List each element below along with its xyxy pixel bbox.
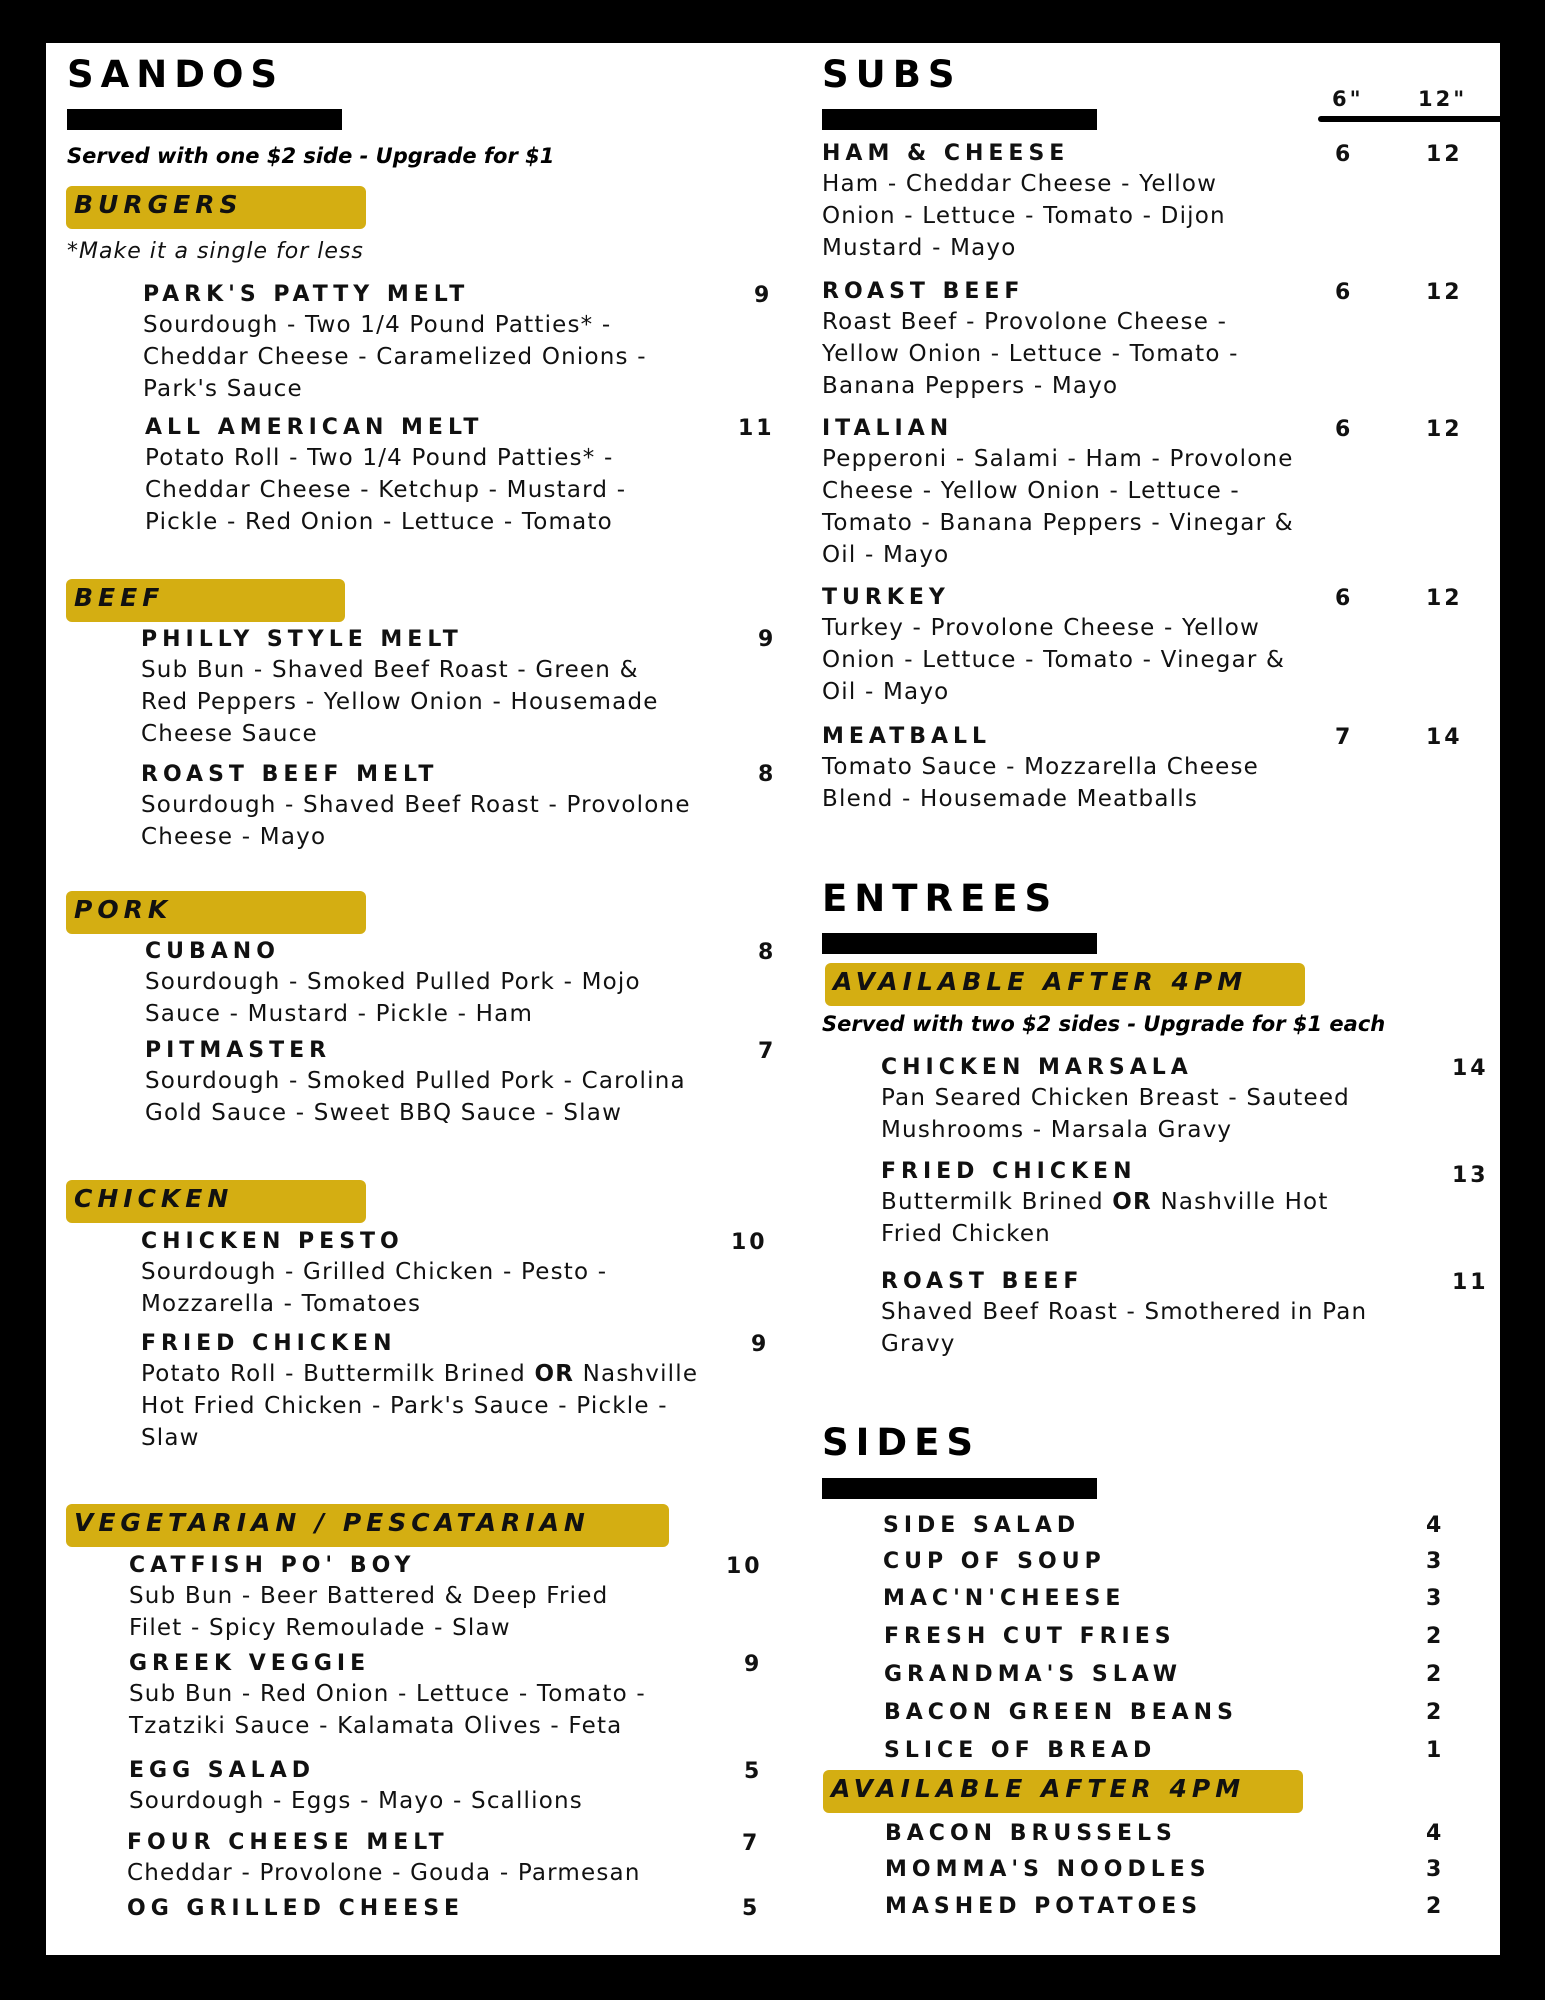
- side-item-price: 3: [1426, 1857, 1445, 1882]
- sub-price-12: 12: [1426, 280, 1463, 305]
- item-name: FRIED CHICKEN: [881, 1159, 1137, 1184]
- beef-heading-label: BEEF: [74, 583, 165, 612]
- sub-item-turkey: [822, 583, 1302, 708]
- veg-heading: [66, 1504, 669, 1547]
- menu-page: [46, 43, 1500, 1955]
- side-item-price: 2: [1426, 1700, 1445, 1725]
- sides-title: SIDES: [822, 1421, 981, 1464]
- sides-available-after-4pm: [823, 1770, 1303, 1813]
- item-price: 9: [758, 627, 777, 652]
- sub-item-meatball: [822, 722, 1312, 815]
- sub-price-12: 14: [1426, 725, 1463, 750]
- menu-item-pitmaster: [145, 1036, 725, 1129]
- menu-item-fried-chicken-sando: [141, 1329, 701, 1454]
- sub-price-6: 6: [1335, 417, 1354, 442]
- side-item-name: SLICE OF BREAD: [884, 1738, 1157, 1763]
- item-description: Sourdough - Eggs - Mayo - Scallions: [129, 1788, 583, 1814]
- item-name: FOUR CHEESE MELT: [127, 1830, 449, 1855]
- available-label: AVAILABLE AFTER 4PM: [833, 967, 1248, 996]
- item-price: 11: [1452, 1270, 1489, 1295]
- item-description: Sourdough - Two 1/4 Pound Patties* - Cheddar Cheese - Caramelized Onions - Park's Sauce: [143, 312, 647, 402]
- menu-item-greek-veggie: [129, 1649, 649, 1742]
- menu-item-cubano: [145, 937, 685, 1030]
- item-price: 9: [754, 283, 773, 308]
- item-description: Roast Beef - Provolone Cheese - Yellow Onion - Lettuce - Tomato - Banana Peppers - Mayo: [822, 309, 1239, 399]
- desc-part: Nashville Hot Fried Chicken: [881, 1189, 1329, 1247]
- sub-item-roast-beef: [822, 277, 1282, 402]
- item-price: 13: [1452, 1163, 1489, 1188]
- side-item-name: GRANDMA'S SLAW: [884, 1662, 1183, 1687]
- pork-heading: [66, 891, 366, 934]
- side-item-price: 2: [1426, 1624, 1445, 1649]
- side-item-name: FRESH CUT FRIES: [884, 1624, 1176, 1649]
- item-name: GREEK VEGGIE: [129, 1651, 371, 1676]
- sub-item-italian: [822, 414, 1322, 571]
- item-name: CATFISH PO' BOY: [129, 1553, 416, 1578]
- sub-price-6: 7: [1335, 725, 1354, 750]
- item-description: Sourdough - Shaved Beef Roast - Provolone Cheese - Mayo: [141, 792, 691, 850]
- side-item-name: MASHED POTATOES: [885, 1894, 1203, 1919]
- item-name: HAM & CHEESE: [822, 141, 1070, 166]
- menu-item-og-grilled-cheese: [127, 1894, 647, 1923]
- desc-part: Nashville Hot Fried Chicken - Park's Sauce - Pickle - Slaw: [141, 1361, 699, 1451]
- item-name: CHICKEN MARSALA: [881, 1055, 1193, 1080]
- item-name: ROAST BEEF MELT: [141, 762, 439, 787]
- side-item-price: 4: [1426, 1821, 1445, 1846]
- item-description: Turkey - Provolone Cheese - Yellow Onion - Lettuce - Tomato - Vinegar & Oil - Mayo: [822, 615, 1286, 705]
- beef-heading: [66, 579, 345, 622]
- entree-item-fried-chicken: [881, 1157, 1361, 1250]
- side-item-price: 3: [1426, 1586, 1445, 1611]
- entrees-title: ENTREES: [822, 877, 1059, 920]
- side-item-name: CUP OF SOUP: [883, 1549, 1106, 1574]
- item-description: Sub Bun - Shaved Beef Roast - Green & Red Peppers - Yellow Onion - Housemade Cheese Sauce: [141, 657, 659, 747]
- item-name: PHILLY STYLE MELT: [141, 627, 463, 652]
- menu-item-parks-patty-melt: [143, 280, 663, 405]
- item-price: 8: [758, 940, 777, 965]
- size-header-underline: [1318, 116, 1500, 122]
- menu-item-philly-style-melt: [141, 625, 661, 750]
- side-item-name: MAC'N'CHEESE: [883, 1586, 1126, 1611]
- item-description: Ham - Cheddar Cheese - Yellow Onion - Lettuce - Tomato - Dijon Mustard - Mayo: [822, 171, 1226, 261]
- item-price: 8: [758, 762, 777, 787]
- item-name: PARK'S PATTY MELT: [143, 282, 470, 307]
- sub-price-6: 6: [1335, 586, 1354, 611]
- item-description: Sub Bun - Beer Battered & Deep Fried Filet - Spicy Remoulade - Slaw: [129, 1583, 609, 1641]
- size-6-inch-header: 6": [1332, 87, 1364, 111]
- sub-price-12: 12: [1426, 586, 1463, 611]
- item-price: 9: [744, 1652, 763, 1677]
- item-price: 5: [742, 1896, 761, 1921]
- item-name: ROAST BEEF: [822, 279, 1025, 304]
- side-item-price: 2: [1426, 1894, 1445, 1919]
- pork-heading-label: PORK: [74, 895, 173, 924]
- side-item-name: BACON BRUSSELS: [885, 1821, 1177, 1846]
- menu-item-chicken-pesto: [141, 1227, 661, 1320]
- side-item-name: BACON GREEN BEANS: [884, 1700, 1238, 1725]
- desc-or: OR: [534, 1361, 575, 1387]
- menu-item-catfish-po-boy: [129, 1551, 649, 1644]
- item-price: 9: [751, 1332, 770, 1357]
- side-item-price: 2: [1426, 1662, 1445, 1687]
- item-name: CHICKEN PESTO: [141, 1229, 404, 1254]
- side-item-price: 1: [1426, 1738, 1445, 1763]
- item-price: 7: [742, 1831, 761, 1856]
- item-name: PITMASTER: [145, 1038, 332, 1063]
- side-item-name: SIDE SALAD: [883, 1513, 1081, 1538]
- entree-item-chicken-marsala: [881, 1053, 1381, 1146]
- entrees-available-after-4pm: [825, 963, 1305, 1006]
- item-name: OG GRILLED CHEESE: [127, 1896, 465, 1921]
- sub-item-ham-cheese: [822, 139, 1282, 264]
- side-item-name: MOMMA'S NOODLES: [885, 1857, 1211, 1882]
- item-name: CUBANO: [145, 939, 280, 964]
- side-item-price: 3: [1426, 1549, 1445, 1574]
- desc-part: Buttermilk Brined: [881, 1189, 1113, 1215]
- item-name: EGG SALAD: [129, 1758, 315, 1783]
- item-name: FRIED CHICKEN: [141, 1331, 397, 1356]
- sides-title-bar: [822, 1478, 1097, 1499]
- entrees-tagline: Served with two $2 sides - Upgrade for $1 each: [822, 1012, 1386, 1036]
- subs-title: SUBS: [822, 53, 962, 96]
- side-item-price: 4: [1426, 1513, 1445, 1538]
- menu-item-all-american-melt: [145, 413, 665, 538]
- subs-title-bar: [822, 109, 1097, 130]
- burgers-heading: [66, 186, 366, 229]
- menu-item-four-cheese-melt: [127, 1828, 687, 1889]
- sandos-tagline: Served with one $2 side - Upgrade for $1: [67, 144, 555, 168]
- item-name: MEATBALL: [822, 724, 992, 749]
- item-price: 14: [1452, 1056, 1489, 1081]
- sandos-title: SANDOS: [67, 53, 285, 96]
- sub-price-12: 12: [1426, 417, 1463, 442]
- item-name: ROAST BEEF: [881, 1269, 1084, 1294]
- item-description: Potato Roll - Two 1/4 Pound Patties* - Cheddar Cheese - Ketchup - Mustard - Pickle - Red Onion - Lettuce - Tomato: [145, 445, 627, 535]
- sub-price-6: 6: [1335, 280, 1354, 305]
- size-12-inch-header: 12": [1418, 87, 1468, 111]
- entree-item-roast-beef: [881, 1267, 1401, 1360]
- item-description: Tomato Sauce - Mozzarella Cheese Blend - Housemade Meatballs: [822, 754, 1260, 812]
- item-price: 7: [758, 1039, 777, 1064]
- desc-part: Potato Roll - Buttermilk Brined: [141, 1361, 535, 1387]
- sandos-title-bar: [67, 109, 342, 130]
- item-description: Sourdough - Smoked Pulled Pork - Mojo Sauce - Mustard - Pickle - Ham: [145, 969, 641, 1027]
- desc-or: OR: [1112, 1189, 1152, 1215]
- menu-item-egg-salad: [129, 1756, 649, 1817]
- item-description: [881, 1186, 1361, 1250]
- item-description: Pepperoni - Salami - Ham - Provolone Cheese - Yellow Onion - Lettuce - Tomato - Banana Peppers - Vinegar & Oil - Mayo: [822, 446, 1294, 568]
- chicken-heading: [66, 1180, 366, 1223]
- item-price: 5: [744, 1759, 763, 1784]
- item-description: Cheddar - Provolone - Gouda - Parmesan: [127, 1860, 641, 1886]
- item-price: 10: [731, 1230, 768, 1255]
- item-description: Pan Seared Chicken Breast - Sauteed Mushrooms - Marsala Gravy: [881, 1085, 1350, 1143]
- item-name: ALL AMERICAN MELT: [145, 415, 484, 440]
- chicken-heading-label: CHICKEN: [74, 1184, 234, 1213]
- sub-price-12: 12: [1426, 142, 1463, 167]
- menu-item-roast-beef-melt: [141, 760, 721, 853]
- item-description: [141, 1358, 701, 1454]
- sub-price-6: 6: [1335, 142, 1354, 167]
- item-price: 10: [726, 1554, 763, 1579]
- item-description: Sourdough - Smoked Pulled Pork - Carolina Gold Sauce - Sweet BBQ Sauce - Slaw: [145, 1068, 686, 1126]
- item-description: Sub Bun - Red Onion - Lettuce - Tomato - Tzatziki Sauce - Kalamata Olives - Feta: [129, 1681, 646, 1739]
- burgers-heading-label: BURGERS: [74, 190, 243, 219]
- item-name: ITALIAN: [822, 416, 954, 441]
- item-name: TURKEY: [822, 585, 950, 610]
- item-description: Sourdough - Grilled Chicken - Pesto - Mozzarella - Tomatoes: [141, 1259, 608, 1317]
- item-price: 11: [738, 416, 775, 441]
- item-description: Shaved Beef Roast - Smothered in Pan Gravy: [881, 1299, 1368, 1357]
- available-label: AVAILABLE AFTER 4PM: [831, 1774, 1246, 1803]
- entrees-title-bar: [822, 933, 1097, 954]
- burgers-note: *Make it a single for less: [67, 239, 364, 264]
- veg-heading-label: VEGETARIAN / PESCATARIAN: [74, 1508, 590, 1537]
